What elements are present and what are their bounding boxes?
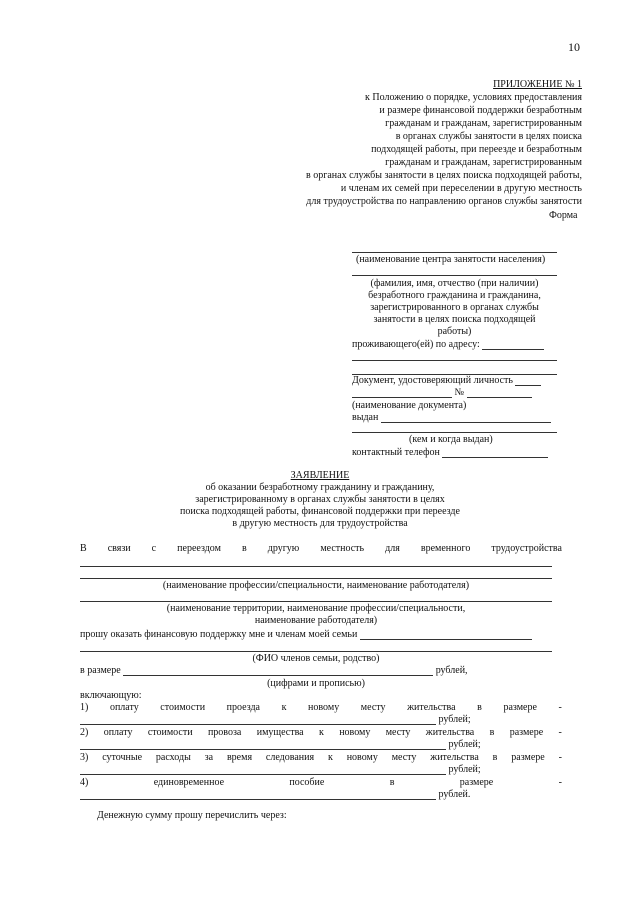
amount-line: в размере рублей, <box>80 665 468 676</box>
issued-field[interactable] <box>381 422 551 423</box>
appendix-line: для трудоустройства по направлению органов службы занятости <box>306 196 582 207</box>
address-field-2[interactable] <box>352 360 557 361</box>
doc-number-field[interactable] <box>467 397 532 398</box>
territory-caption: (наименование территории, наименование профессии/специальности, наименование работодателя) <box>166 603 466 626</box>
item-2-field[interactable] <box>80 749 446 750</box>
item-1-amount: рублей; <box>80 714 471 725</box>
statement-subtitle: об оказании безработному гражданину и гражданину, зарегистрированному в органах службы занятости в целях поиска подходящей работы, финансовой поддержки при переезде в другую местность для трудоустройства <box>180 482 460 529</box>
appendix-header <box>306 78 582 208</box>
item-3-line: 3) суточные расходы за время следования к новому месту жительства в размере - <box>80 752 562 763</box>
residing-label: проживающего(ей) по адресу: <box>352 339 544 350</box>
center-name-field[interactable] <box>352 252 557 253</box>
appendix-line: в органах службы занятости в целях поиска <box>395 131 582 142</box>
including-label: включающую: <box>80 690 142 701</box>
item-4-amount: рублей. <box>80 789 470 800</box>
profession-field[interactable] <box>80 566 552 567</box>
person-name-field[interactable] <box>352 275 557 276</box>
family-field-2[interactable] <box>80 651 552 652</box>
page-number: 10 <box>568 40 580 54</box>
intro-line: В связи с переездом в другую местность для временного трудоустройства <box>80 543 562 554</box>
family-field[interactable] <box>360 639 532 640</box>
appendix-line: в органах службы занятости в целях поиска подходящей работы, <box>306 170 582 181</box>
profession-field-2[interactable] <box>80 578 552 579</box>
amount-field[interactable] <box>123 675 433 676</box>
appendix-line: гражданам и гражданам, зарегистрированным <box>385 157 582 168</box>
appendix-line: к Положению о порядке, условиях предоставления <box>365 92 582 103</box>
statement-title: ЗАЯВЛЕНИЕ <box>290 470 350 481</box>
person-caption: (фамилия, имя, отчество (при наличии) безработного гражданина и гражданина, зарегистрированного в органах службы занятости в целях поиска подходящей работы) <box>368 278 541 337</box>
amount-caption: (цифрами и прописью) <box>267 678 365 689</box>
id-doc-field[interactable] <box>515 385 541 386</box>
item-4-line: 4) единовременное пособие в размере - <box>80 777 562 788</box>
item-2-line: 2) оплату стоимости провоза имущества к новому месту жительства в размере - <box>80 727 562 738</box>
item-1-field[interactable] <box>80 724 436 725</box>
item-3-amount: рублей; <box>80 764 481 775</box>
appendix-line: и размере финансовой поддержки безработным <box>379 105 582 116</box>
territory-field[interactable] <box>80 601 552 602</box>
doc-number-line: № <box>352 387 532 398</box>
item-3-field[interactable] <box>80 774 446 775</box>
issued-line: выдан <box>352 412 551 423</box>
transfer-text: Денежную сумму прошу перечислить через: <box>97 810 287 821</box>
profession-caption: (наименование профессии/специальности, наименование работодателя) <box>162 580 470 591</box>
appendix-title: ПРИЛОЖЕНИЕ № 1 <box>493 79 582 90</box>
family-caption: (ФИО членов семьи, родство) <box>252 653 380 664</box>
appendix-line: и членам их семей при переселении в другую местность <box>340 183 582 194</box>
item-2-amount: рублей; <box>80 739 481 750</box>
doc-series-field[interactable] <box>352 397 452 398</box>
item-1-line: 1) оплату стоимости проезда к новому месту жительства в размере - <box>80 702 562 713</box>
appendix-line: подходящей работы, при переезде и безработным <box>371 144 582 155</box>
form-label: Форма <box>549 210 578 221</box>
issued-caption: (кем и когда выдан) <box>409 434 493 445</box>
item-4-field[interactable] <box>80 799 436 800</box>
id-doc-line: Документ, удостоверяющий личность <box>352 375 541 386</box>
address-field[interactable] <box>482 349 544 350</box>
issued-field-2[interactable] <box>352 432 557 433</box>
doc-name-caption: (наименование документа) <box>352 400 467 411</box>
request-line: прошу оказать финансовую поддержку мне и членам моей семьи <box>80 629 532 640</box>
appendix-line: гражданам и гражданам, зарегистрированным <box>385 118 582 129</box>
phone-field[interactable] <box>442 457 548 458</box>
center-caption: (наименование центра занятости населения) <box>356 254 546 265</box>
phone-line: контактный телефон <box>352 447 548 458</box>
